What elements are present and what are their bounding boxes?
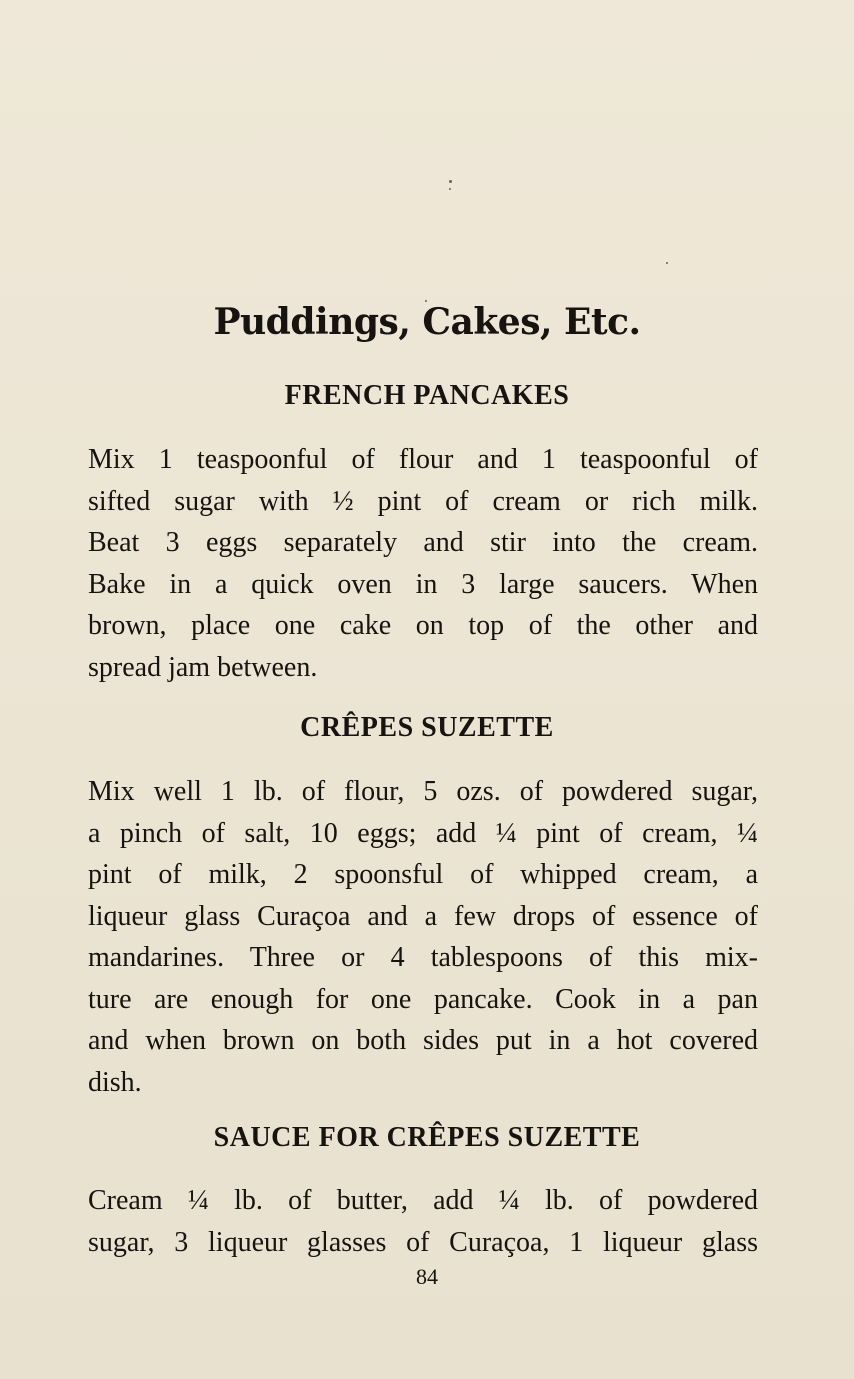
- body-line: mandarines. Three or 4 tablespoons of this mix-: [88, 942, 758, 973]
- paper-speck: [449, 188, 451, 190]
- page-number: 84: [416, 1264, 438, 1289]
- body-line: Beat 3 eggs separately and stir into the cream.: [88, 527, 758, 558]
- body-line: dish.: [88, 1066, 142, 1098]
- body-line: sifted sugar with ½ pint of cream or rich milk.: [88, 485, 758, 517]
- paper-speck: [666, 262, 668, 264]
- body-line: spread jam between.: [88, 651, 318, 683]
- body-line: liqueur glass Curaçoa and a few drops of essence of: [88, 900, 758, 932]
- body-line: a pinch of salt, 10 eggs; add ¼ pint of cream, ¼: [88, 817, 758, 849]
- paper-speck: [449, 180, 452, 183]
- section-heading-french-pancakes: FRENCH PANCAKES: [284, 380, 570, 411]
- body-line: Bake in a quick oven in 3 large saucers. When: [88, 568, 758, 600]
- body-line: Mix well 1 lb. of flour, 5 ozs. of powdered sugar,: [88, 776, 758, 807]
- chapter-title: Puddings, Cakes, Etc.: [213, 301, 641, 343]
- section-heading-crepes-suzette: CRÊPES SUZETTE: [300, 712, 554, 743]
- body-line: pint of milk, 2 spoonsful of whipped cream, a: [88, 859, 758, 890]
- body-line: brown, place one cake on top of the other and: [88, 610, 758, 641]
- body-line: sugar, 3 liqueur glasses of Curaçoa, 1 liqueur glass: [88, 1226, 758, 1258]
- section-body-crepes-suzette: [88, 771, 758, 1103]
- section-body-sauce-for-crepes-suzette: [88, 1180, 758, 1263]
- body-line: Cream ¼ lb. of butter, add ¼ lb. of powdered: [88, 1185, 758, 1216]
- section-body-french-pancakes: [88, 439, 758, 688]
- body-line: Mix 1 teaspoonful of flour and 1 teaspoonful of: [88, 444, 758, 475]
- body-line: and when brown on both sides put in a hot covered: [88, 1025, 758, 1056]
- body-line: ture are enough for one pancake. Cook in a pan: [88, 983, 758, 1015]
- section-heading-sauce-for-crepes-suzette: SAUCE FOR CRÊPES SUZETTE: [213, 1122, 641, 1153]
